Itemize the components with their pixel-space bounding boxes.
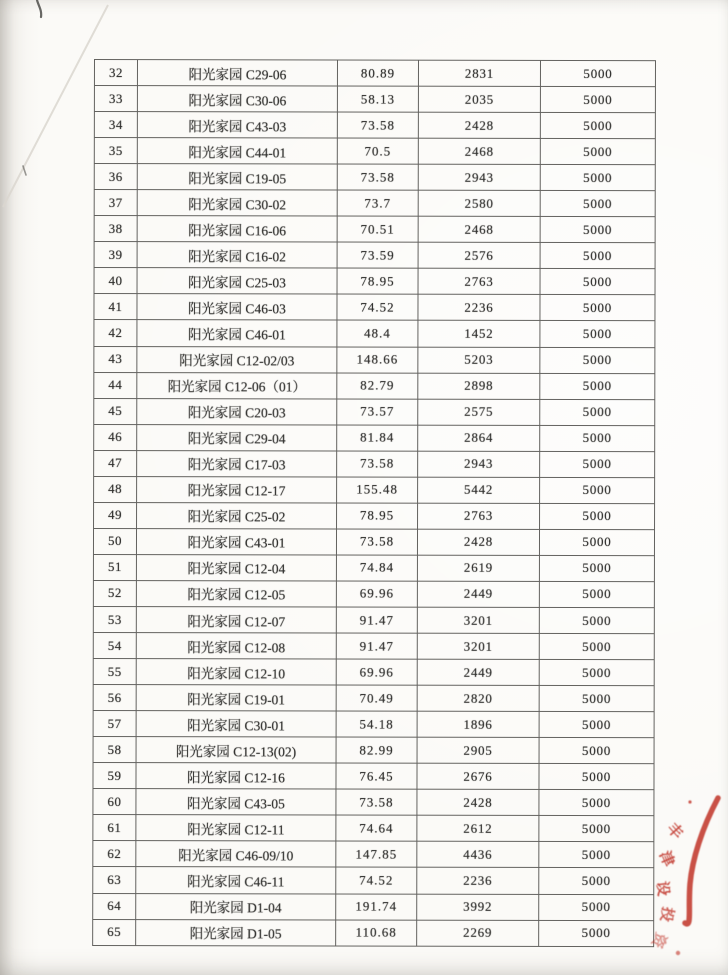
- deposit-cell: 5000: [540, 321, 655, 347]
- area-cell: 74.64: [336, 815, 417, 841]
- table-row: [93, 737, 654, 764]
- deposit-cell: 5000: [540, 243, 655, 269]
- deposit-cell: 5000: [539, 868, 654, 894]
- area-cell: 78.95: [337, 503, 418, 529]
- unit-name-cell: 阳光家园 C30-01: [136, 711, 336, 737]
- stamp-character: 资: [647, 929, 669, 951]
- table-row: [93, 659, 654, 686]
- price-cell: 2831: [418, 60, 540, 86]
- table-row: [93, 919, 654, 947]
- area-cell: 74.52: [336, 867, 417, 893]
- deposit-cell: 5000: [540, 113, 655, 139]
- unit-name-cell: 阳光家园 C25-03: [137, 268, 337, 294]
- unit-name-cell: 阳光家园 C29-06: [137, 60, 337, 86]
- table-row: [93, 815, 654, 842]
- table-row: [94, 502, 655, 529]
- row-number-cell: 32: [94, 60, 137, 86]
- unit-name-cell: 阳光家园 C12-10: [136, 659, 336, 685]
- row-number-cell: 54: [93, 633, 136, 659]
- deposit-cell: 5000: [540, 503, 655, 529]
- area-cell: 73.7: [337, 190, 418, 216]
- deposit-cell: 5000: [539, 581, 654, 607]
- deposit-cell: 5000: [540, 217, 655, 243]
- price-cell: 2269: [417, 920, 539, 947]
- row-number-cell: 49: [94, 502, 137, 528]
- area-cell: 91.47: [336, 607, 417, 633]
- table-row: [93, 763, 654, 790]
- table-row: [93, 685, 654, 712]
- deposit-cell: 5000: [540, 165, 655, 191]
- price-cell: 2820: [417, 685, 539, 711]
- stamp-character: 投: [656, 905, 676, 924]
- unit-name-cell: 阳光家园 C44-01: [137, 138, 337, 164]
- unit-name-cell: 阳光家园 C12-17: [137, 476, 337, 502]
- unit-name-cell: 阳光家园 C16-02: [137, 242, 337, 268]
- row-number-cell: 41: [94, 294, 137, 320]
- row-number-cell: 50: [93, 528, 136, 554]
- deposit-cell: 5000: [540, 425, 655, 451]
- unit-name-cell: 阳光家园 C12-13(02): [136, 737, 336, 763]
- unit-name-cell: 阳光家园 C12-07: [136, 607, 336, 633]
- price-cell: 2619: [417, 555, 539, 581]
- table-row: [93, 528, 654, 555]
- deposit-cell: 5000: [539, 920, 654, 947]
- unit-name-cell: 阳光家园 C19-01: [136, 685, 336, 711]
- table-row: [94, 60, 655, 87]
- row-number-cell: 34: [94, 112, 137, 138]
- table-row: [93, 580, 654, 607]
- table-row: [94, 86, 655, 113]
- deposit-cell: 5000: [540, 347, 655, 373]
- deposit-cell: 5000: [540, 373, 655, 399]
- row-number-cell: 48: [94, 476, 137, 502]
- area-cell: 148.66: [337, 347, 418, 373]
- deposit-cell: 5000: [540, 399, 655, 425]
- table-row: [93, 867, 654, 894]
- row-number-cell: 47: [94, 450, 137, 476]
- area-cell: 73.58: [337, 451, 418, 477]
- deposit-cell: 5000: [539, 686, 654, 712]
- unit-name-cell: 阳光家园 C19-05: [137, 164, 337, 190]
- deposit-cell: 5000: [539, 529, 654, 555]
- row-number-cell: 51: [93, 554, 136, 580]
- deposit-cell: 5000: [540, 477, 655, 503]
- crease-line: [3, 5, 108, 207]
- price-cell: 3992: [417, 894, 539, 920]
- row-number-cell: 37: [94, 190, 137, 216]
- unit-name-cell: 阳光家园 C12-05: [136, 581, 336, 607]
- table-row: [93, 841, 654, 868]
- area-cell: 70.5: [337, 138, 418, 164]
- area-cell: 74.52: [337, 294, 418, 320]
- area-cell: 70.49: [336, 685, 417, 711]
- row-number-cell: 52: [93, 580, 136, 606]
- unit-name-cell: 阳光家园 C12-16: [136, 763, 336, 789]
- row-number-cell: 61: [93, 815, 136, 841]
- table-row: [94, 320, 655, 347]
- unit-name-cell: 阳光家园 C46-03: [137, 294, 337, 320]
- unit-name-cell: 阳光家园 C46-09/10: [136, 841, 336, 867]
- unit-name-cell: 阳光家园 C30-02: [137, 190, 337, 216]
- price-cell: 2575: [418, 399, 540, 425]
- table-row: [94, 164, 655, 191]
- price-cell: 2763: [418, 503, 540, 529]
- pen-mark-icon: [37, 0, 41, 17]
- area-cell: 73.57: [337, 399, 418, 425]
- price-cell: 2236: [418, 295, 540, 321]
- row-number-cell: 62: [93, 841, 136, 867]
- price-cell: 2612: [417, 816, 539, 842]
- unit-name-cell: 阳光家园 C17-03: [137, 450, 337, 476]
- deposit-cell: 5000: [539, 633, 654, 659]
- deposit-cell: 5000: [539, 764, 654, 790]
- price-cell: 2428: [418, 112, 540, 138]
- table-row: [94, 372, 655, 399]
- area-cell: 91.47: [336, 633, 417, 659]
- unit-price-table: [92, 59, 655, 947]
- price-cell: 2035: [418, 86, 540, 112]
- unit-name-cell: 阳光家园 D1-05: [136, 919, 336, 946]
- area-cell: 80.89: [337, 60, 418, 86]
- price-cell: 2580: [418, 190, 540, 216]
- deposit-cell: 5000: [540, 451, 655, 477]
- deposit-cell: 5000: [540, 86, 655, 112]
- deposit-cell: 5000: [539, 660, 654, 686]
- area-cell: 82.99: [336, 737, 417, 763]
- deposit-cell: 5000: [540, 139, 655, 165]
- row-number-cell: 59: [93, 763, 136, 789]
- unit-name-cell: 阳光家园 C30-06: [137, 86, 337, 112]
- row-number-cell: 33: [94, 86, 137, 112]
- area-cell: 78.95: [337, 268, 418, 294]
- deposit-cell: 5000: [539, 894, 654, 920]
- table-row: [93, 789, 654, 816]
- table-row: [94, 294, 655, 321]
- deposit-cell: 5000: [539, 555, 654, 581]
- row-number-cell: 60: [93, 789, 136, 815]
- area-cell: 73.58: [336, 529, 417, 555]
- table-row: [94, 424, 655, 451]
- area-cell: 73.58: [336, 789, 417, 815]
- price-cell: 3201: [417, 633, 539, 659]
- row-number-cell: 56: [93, 685, 136, 711]
- row-number-cell: 45: [94, 398, 137, 424]
- price-cell: 3201: [417, 607, 539, 633]
- area-cell: 73.58: [337, 112, 418, 138]
- table-row: [93, 606, 654, 633]
- area-cell: 58.13: [337, 86, 418, 112]
- unit-name-cell: 阳光家园 C12-06（01）: [137, 372, 337, 398]
- price-cell: 2449: [417, 659, 539, 685]
- price-cell: 5442: [418, 477, 540, 503]
- deposit-cell: 5000: [540, 295, 655, 321]
- row-number-cell: 63: [93, 867, 136, 893]
- price-cell: 2943: [418, 451, 540, 477]
- price-cell: 4436: [417, 842, 539, 868]
- area-cell: 69.96: [336, 581, 417, 607]
- table-row: [94, 268, 655, 295]
- row-number-cell: 46: [94, 424, 137, 450]
- table-row: [93, 554, 654, 581]
- price-cell: 2468: [418, 216, 540, 242]
- unit-name-cell: 阳光家园 C46-11: [136, 867, 336, 893]
- row-number-cell: 55: [93, 659, 136, 685]
- deposit-cell: 5000: [539, 712, 654, 738]
- area-cell: 69.96: [336, 659, 417, 685]
- tick-mark-icon: [23, 166, 26, 175]
- price-cell: 2428: [417, 529, 539, 555]
- price-cell: 2898: [418, 373, 540, 399]
- row-number-cell: 43: [94, 346, 137, 372]
- deposit-cell: 5000: [539, 842, 654, 868]
- row-number-cell: 65: [93, 919, 136, 946]
- price-cell: 2468: [418, 138, 540, 164]
- unit-name-cell: 阳光家园 C12-04: [136, 554, 336, 580]
- unit-name-cell: 阳光家园 C43-05: [136, 789, 336, 815]
- area-cell: 48.4: [337, 320, 418, 346]
- unit-name-cell: 阳光家园 C16-06: [137, 216, 337, 242]
- area-cell: 73.59: [337, 242, 418, 268]
- table-row: [94, 112, 655, 139]
- area-cell: 110.68: [336, 920, 417, 947]
- unit-name-cell: 阳光家园 C12-02/03: [137, 346, 337, 372]
- area-cell: 76.45: [336, 763, 417, 789]
- price-table-body: [93, 60, 656, 947]
- row-number-cell: 57: [93, 711, 136, 737]
- unit-name-cell: 阳光家园 C43-01: [136, 528, 336, 554]
- price-cell: 2864: [418, 425, 540, 451]
- row-number-cell: 38: [94, 216, 137, 242]
- table-row: [94, 476, 655, 503]
- table-row: [94, 138, 655, 165]
- price-cell: 2905: [417, 737, 539, 763]
- deposit-cell: 5000: [540, 191, 655, 217]
- area-cell: 191.74: [336, 894, 417, 920]
- deposit-cell: 5000: [539, 816, 654, 842]
- area-cell: 81.84: [337, 425, 418, 451]
- area-cell: 82.79: [337, 373, 418, 399]
- table-row: [93, 711, 654, 738]
- area-cell: 74.84: [336, 555, 417, 581]
- unit-name-cell: 阳光家园 C12-08: [136, 633, 336, 659]
- price-cell: 1896: [417, 711, 539, 737]
- table-row: [94, 190, 655, 217]
- area-cell: 70.51: [337, 216, 418, 242]
- unit-name-cell: 阳光家园 C43-03: [137, 112, 337, 138]
- unit-name-cell: 阳光家园 D1-04: [136, 893, 336, 919]
- price-cell: 2449: [417, 581, 539, 607]
- price-cell: 1452: [418, 321, 540, 347]
- area-cell: 73.58: [337, 164, 418, 190]
- table-row: [94, 242, 655, 269]
- area-cell: 155.48: [337, 477, 418, 503]
- table-row: [93, 633, 654, 660]
- deposit-cell: 5000: [539, 607, 654, 633]
- row-number-cell: 58: [93, 737, 136, 763]
- stamp-character: 丰: [663, 820, 686, 843]
- table-row: [94, 450, 655, 477]
- price-cell: 5203: [418, 347, 540, 373]
- stamp-character: 津: [655, 848, 677, 870]
- row-number-cell: 42: [94, 320, 137, 346]
- table-row: [93, 893, 654, 920]
- price-cell: 2428: [417, 789, 539, 815]
- deposit-cell: 5000: [540, 60, 655, 86]
- row-number-cell: 40: [94, 268, 137, 294]
- area-cell: 54.18: [336, 711, 417, 737]
- price-cell: 2763: [418, 269, 540, 295]
- unit-name-cell: 阳光家园 C20-03: [137, 398, 337, 424]
- row-number-cell: 44: [94, 372, 137, 398]
- unit-name-cell: 阳光家园 C29-04: [137, 424, 337, 450]
- row-number-cell: 39: [94, 242, 137, 268]
- unit-name-cell: 阳光家园 C25-02: [137, 502, 337, 528]
- deposit-cell: 5000: [539, 790, 654, 816]
- price-cell: 2676: [417, 763, 539, 789]
- area-cell: 147.85: [336, 841, 417, 867]
- price-cell: 2943: [418, 164, 540, 190]
- table-row: [94, 216, 655, 243]
- unit-name-cell: 阳光家园 C46-01: [137, 320, 337, 346]
- row-number-cell: 53: [93, 606, 136, 632]
- row-number-cell: 36: [94, 164, 137, 190]
- price-cell: 2576: [418, 243, 540, 269]
- row-number-cell: 35: [94, 138, 137, 164]
- unit-name-cell: 阳光家园 C12-11: [136, 815, 336, 841]
- stamp-character: 设: [653, 880, 671, 897]
- table-row: [94, 398, 655, 425]
- price-cell: 2236: [417, 868, 539, 894]
- deposit-cell: 5000: [540, 269, 655, 295]
- row-number-cell: 64: [93, 893, 136, 919]
- table-row: [94, 346, 655, 373]
- deposit-cell: 5000: [539, 738, 654, 764]
